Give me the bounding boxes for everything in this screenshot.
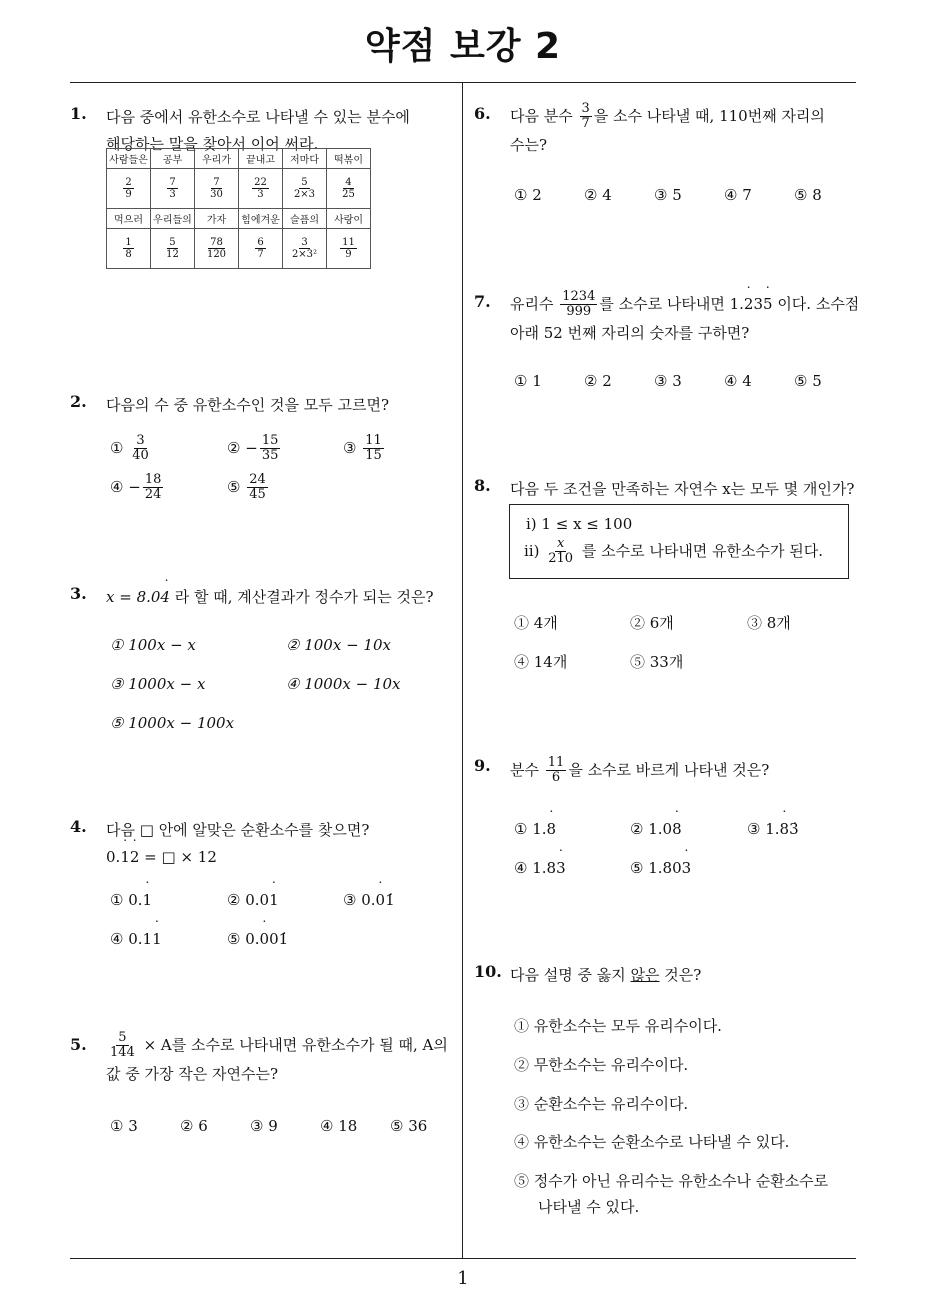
question-text: 다음의 수 중 유한소수인 것을 모두 고르면? — [106, 396, 389, 414]
table-cell: $\frac{3}{\text{2×3²}}$ — [283, 229, 327, 269]
question-text: 다음 설명 중 옳지 않은 것은? — [510, 966, 702, 984]
question-number: 10. — [474, 962, 502, 981]
answer-option-2[interactable]: ② 6 — [180, 1117, 208, 1135]
answer-option-5[interactable]: ⑤ 5 — [794, 372, 822, 390]
answer-option-5[interactable]: ⑤ 36 — [390, 1117, 428, 1135]
table-cell: 우리들의 — [151, 209, 195, 229]
table-cell: $\frac{4}{25}$ — [327, 169, 371, 209]
answer-option-5[interactable]: ⑤ 1.803 ˙ — [630, 859, 691, 877]
answer-option-4[interactable]: ④ 4 — [724, 372, 752, 390]
answer-option-5[interactable]: ⑤ 0.0 ˙01̇ — [227, 930, 288, 948]
question-text: 다음 분수 $\frac{3}{7}$ 을 소수 나타낼 때, 110번째 자리의 수는? — [510, 101, 825, 154]
question-number: 2. — [70, 392, 87, 411]
question-text: $\frac{5}{144}$ × A를 소수로 나타내면 유한소수가 될 때, A의 값 중 가장 작은 자연수는? — [106, 1030, 448, 1083]
condition-2: ⅱ) $\frac{x}{210}$ 를 소수로 나타내면 유한소수가 된다. — [524, 536, 824, 567]
table-cell: 공부 — [151, 149, 195, 169]
question-text: 다음 □ 안에 알맞은 순환소수를 찾으면? 0.1 ˙2 ˙ = □ × 12 — [106, 817, 369, 871]
answer-option-3[interactable]: ③ 1.8 ˙3̇ — [747, 820, 799, 838]
table-cell: $\frac{2}{9}$ — [107, 169, 151, 209]
answer-option-5[interactable]: ⑤ $\frac{24}{45}$ — [227, 472, 266, 503]
answer-option-5[interactable]: ⑤ 1000x − 100x — [110, 714, 235, 732]
question-number: 5. — [70, 1035, 87, 1054]
question-text: 다음 두 조건을 만족하는 자연수 x는 모두 몇 개인가? — [510, 480, 855, 498]
answer-option-4[interactable]: ④ 1.83 ˙ — [514, 859, 566, 877]
table-cell: $\frac{1}{8}$ — [107, 229, 151, 269]
answer-option-2[interactable]: ② 무한소수는 유리수이다. — [514, 1056, 689, 1074]
answer-option-3[interactable]: ③ 5 — [654, 186, 682, 204]
table-row-fractions — [107, 169, 371, 209]
question-number: 7. — [474, 292, 491, 311]
table-cell: 저마다 — [283, 149, 327, 169]
question-number: 4. — [70, 817, 87, 836]
answer-option-4[interactable]: ④ 0.11 ˙ — [110, 930, 162, 948]
table-cell: 떡볶이 — [327, 149, 371, 169]
answer-option-3[interactable]: ③ 3 — [654, 372, 682, 390]
answer-option-4[interactable]: ④ − $\frac{18}{24}$ — [110, 472, 162, 503]
question-text: x = 8.04 ˙ 라 할 때, 계산결과가 정수가 되는 것은? — [106, 584, 434, 611]
table-cell: 힘에겨운 — [239, 209, 283, 229]
question-number: 9. — [474, 756, 491, 775]
table-cell: 사랑이 — [327, 209, 371, 229]
answer-option-1[interactable]: ① 유한소수는 모두 유리수이다. — [514, 1017, 722, 1035]
table-cell: $\frac{6}{7}$ — [239, 229, 283, 269]
table-cell: $\frac{11}{9}$ — [327, 229, 371, 269]
question-line: 해당하는 말을 찾아서 이어 써라. — [106, 135, 319, 153]
answer-option-1[interactable]: ① 2 — [514, 186, 542, 204]
question-text: 분수 $\frac{11}{6}$ 을 소수로 바르게 나타낸 것은? — [510, 755, 770, 786]
table-row-words — [107, 209, 371, 229]
answer-option-2[interactable]: ② − $\frac{15}{35}$ — [227, 433, 279, 464]
table-cell: 끝내고 — [239, 149, 283, 169]
table-cell: 가자 — [195, 209, 239, 229]
table-cell: $\frac{22}{3}$ — [239, 169, 283, 209]
word-fraction-table — [106, 148, 371, 269]
answer-option-2[interactable]: ② 1.08 ˙ — [630, 820, 682, 838]
answer-option-2[interactable]: ② 4 — [584, 186, 612, 204]
table-cell: 우리가 — [195, 149, 239, 169]
answer-option-4[interactable]: ④ 1000x − 10x — [286, 675, 401, 693]
question-line: 다음 중에서 유한소수로 나타낼 수 있는 분수에 — [106, 108, 410, 126]
table-cell: 사람들은 — [107, 149, 151, 169]
answer-option-3[interactable]: ③ $\frac{11}{15}$ — [343, 433, 382, 464]
answer-option-1[interactable]: ① 100x − x — [110, 636, 196, 654]
page-number: 1 — [457, 1268, 469, 1289]
condition-1: ⅰ) 1 ≤ x ≤ 100 — [526, 515, 633, 533]
table-cell: $\frac{7}{3}$ — [151, 169, 195, 209]
page-title: 약점 보강 2 — [364, 26, 562, 67]
answer-option-2[interactable]: ② 2 — [584, 372, 612, 390]
answer-option-3[interactable]: ③ 8개 — [747, 614, 791, 632]
answer-option-5[interactable]: ⑤ 33개 — [630, 653, 684, 671]
table-cell: $\frac{7}{30}$ — [195, 169, 239, 209]
answer-option-1[interactable]: ① 0.1 ˙ — [110, 891, 152, 909]
column-divider — [462, 83, 463, 1258]
answer-option-2[interactable]: ② 6개 — [630, 614, 674, 632]
table-cell: $\frac{5}{12}$ — [151, 229, 195, 269]
table-row-words — [107, 149, 371, 169]
table-cell: $\frac{5}{2\times 3}$ — [283, 169, 327, 209]
bottom-divider — [70, 1258, 856, 1259]
table-cell: 슬픔의 — [283, 209, 327, 229]
question-number: 6. — [474, 104, 491, 123]
answer-option-2[interactable]: ② 100x − 10x — [286, 636, 391, 654]
answer-option-4[interactable]: ④ 7 — [724, 186, 752, 204]
answer-option-1[interactable]: ① 3 — [110, 1117, 138, 1135]
table-row-fractions — [107, 229, 371, 269]
answer-option-1[interactable]: ① $\frac{3}{40}$ — [110, 433, 149, 464]
answer-option-5-continued: 나타낼 수 있다. — [538, 1198, 640, 1216]
condition-box — [509, 504, 849, 579]
answer-option-4[interactable]: ④ 유한소수는 순환소수로 나타낼 수 있다. — [514, 1133, 790, 1151]
question-number: 1. — [70, 104, 87, 123]
answer-option-1[interactable]: ① 4개 — [514, 614, 558, 632]
answer-option-3[interactable]: ③ 9 — [250, 1117, 278, 1135]
question-number: 8. — [474, 476, 491, 495]
question-number: 3. — [70, 584, 87, 603]
answer-option-3[interactable]: ③ 0.0 ˙1̇ — [343, 891, 395, 909]
question-text: 유리수 $\frac{1234}{999}$ 를 소수로 나타내면 1.2 ˙35 ˙ 이다. 소수점 아래 52 번째 자리의 숫자를 구하면? — [510, 290, 859, 347]
answer-option-5[interactable]: ⑤ 정수가 아닌 유리수는 유한소수나 순환소수로 — [514, 1172, 829, 1190]
top-divider — [70, 82, 856, 83]
answer-option-5[interactable]: ⑤ 8 — [794, 186, 822, 204]
answer-option-4[interactable]: ④ 14개 — [514, 653, 568, 671]
answer-option-3[interactable]: ③ 순환소수는 유리수이다. — [514, 1095, 689, 1113]
table-cell: 먹으러 — [107, 209, 151, 229]
answer-option-1[interactable]: ① 1.8 ˙ — [514, 820, 556, 838]
answer-option-3[interactable]: ③ 1000x − x — [110, 675, 206, 693]
answer-option-1[interactable]: ① 1 — [514, 372, 542, 390]
answer-option-4[interactable]: ④ 18 — [320, 1117, 358, 1135]
table-cell: $\frac{78}{120}$ — [195, 229, 239, 269]
answer-option-2[interactable]: ② 0.01 ˙ — [227, 891, 279, 909]
equation: 0.1 ˙2 ˙ = □ × 12 — [106, 844, 369, 871]
